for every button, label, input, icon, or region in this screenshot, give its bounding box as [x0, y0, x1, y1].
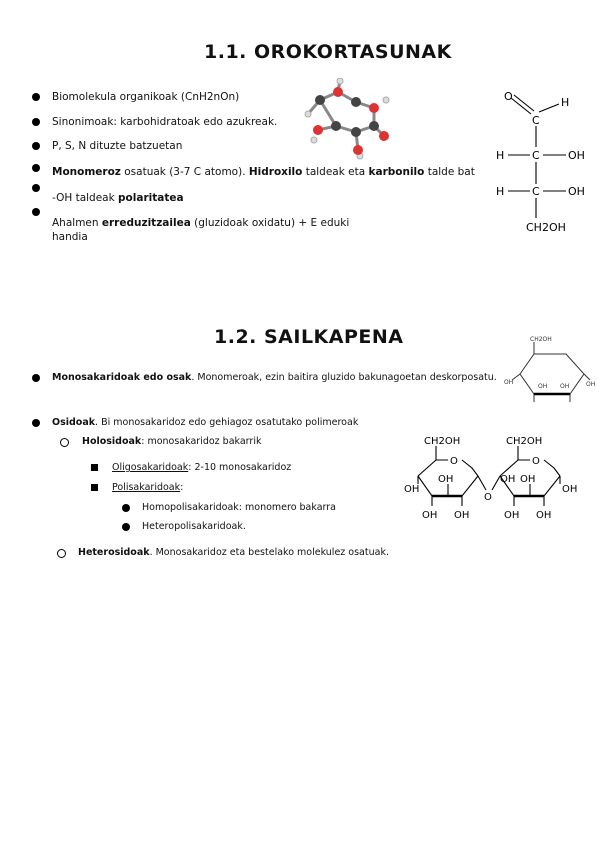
list-item: Polisakaridoak:	[112, 482, 184, 493]
oxygen-label: O	[504, 90, 513, 103]
bold-term: Monosakaridoak edo osak	[52, 372, 192, 383]
hydroxyl-label: OH	[538, 383, 548, 390]
hydroxyl-label: OH	[520, 474, 536, 485]
carbon-label: C	[532, 114, 540, 127]
list-item: Monomeroz osatuak (3-7 C atomo). Hidroxilo taldeak eta karbonilo talde bat	[52, 166, 475, 178]
list-item: Holosidoak: monosakaridoz bakarrik	[82, 436, 262, 447]
bullet-icon	[122, 523, 130, 531]
hydroxyl-label: OH	[536, 510, 552, 521]
hydroxyl-label: OH	[560, 383, 570, 390]
list-item: Homopolisakaridoak: monomero bakarra	[142, 502, 337, 513]
underlined-term: Polisakaridoak	[112, 482, 181, 493]
bold-term: Heterosidoak	[78, 547, 150, 558]
hydroxyl-label: OH	[404, 484, 420, 495]
glucose-3d-molecule-image	[300, 78, 392, 160]
hydroxyl-label: OH	[422, 510, 438, 521]
hydroxyl-label: OH	[504, 379, 514, 386]
square-bullet-icon	[91, 484, 98, 491]
hydroxyl-label: OH	[568, 149, 585, 162]
bullet-icon	[32, 419, 40, 427]
list-item: P, S, N dituzte batzuetan	[52, 140, 183, 152]
ch2oh-label: CH2OH	[424, 436, 461, 447]
hydrogen-label: H	[561, 96, 570, 109]
square-bullet-icon	[91, 464, 98, 471]
disaccharide-structure-diagram	[400, 434, 596, 526]
circle-bullet-icon	[60, 438, 69, 447]
ring-oxygen-label: O	[450, 456, 458, 467]
list-item: Heteropolisakaridoak.	[142, 521, 246, 532]
ch2oh-label: CH2OH	[530, 336, 552, 343]
hydrogen-label: H	[496, 149, 505, 162]
glyceraldehyde-structure-diagram	[488, 84, 600, 236]
section-title-orokortasunak: 1.1. OROKORTASUNAK	[204, 41, 452, 63]
ch2oh-label: CH2OH	[526, 221, 566, 234]
bold-term: Osidoak	[52, 417, 96, 428]
hydroxyl-label: OH	[438, 474, 454, 485]
underlined-term: Oligosakaridoak	[112, 462, 189, 473]
list-item: -OH taldeak polaritatea	[52, 192, 184, 204]
hydroxyl-label: OH	[562, 484, 578, 495]
carbon-label: C	[532, 185, 540, 198]
bold-term: karbonilo	[368, 166, 425, 178]
hydroxyl-label: OH	[568, 185, 585, 198]
list-item: Heterosidoak. Monosakaridoz eta bestelako molekulez osatuak.	[78, 547, 389, 558]
circle-bullet-icon	[57, 549, 66, 558]
bullet-icon	[32, 142, 40, 150]
bold-term: polaritatea	[118, 192, 184, 204]
pyranose-ring-diagram	[504, 334, 596, 408]
bold-term: Monomeroz	[52, 166, 121, 178]
bullet-icon	[32, 184, 40, 192]
carbon-label: C	[532, 149, 540, 162]
bullet-icon	[32, 374, 40, 382]
list-item: Biomolekula organikoak (CnH2nOn)	[52, 91, 240, 103]
hydroxyl-label: OH	[454, 510, 470, 521]
hydroxyl-label: OH	[500, 474, 516, 485]
ch2oh-label: CH2OH	[506, 436, 543, 447]
hydrogen-label: H	[496, 185, 505, 198]
bold-term: Holosidoak	[82, 436, 142, 447]
list-item: Sinonimoak: karbohidratoak edo azukreak.	[52, 116, 278, 128]
bullet-icon	[32, 208, 40, 216]
bullet-icon	[32, 93, 40, 101]
bullet-icon	[32, 118, 40, 126]
list-item: Ahalmen erreduzitzailea (gluzidoak oxidatu) + E eduki handia	[52, 217, 350, 243]
ring-oxygen-label: O	[532, 456, 540, 467]
list-item: Oligosakaridoak: 2-10 monosakaridoz	[112, 462, 292, 473]
list-item: Monosakaridoak edo osak. Monomeroak, ezin baitira gluzido bakunagoetan deskorposatu.	[52, 372, 497, 383]
glycosidic-oxygen-label: O	[484, 492, 492, 503]
hydroxyl-label: OH	[586, 381, 596, 388]
hydroxyl-label: OH	[504, 510, 520, 521]
bold-term: Hidroxilo	[248, 166, 303, 178]
section-title-sailkapena: 1.2. SAILKAPENA	[214, 326, 404, 348]
bullet-icon	[122, 504, 130, 512]
bold-term: erreduzitzailea	[101, 217, 191, 229]
bullet-icon	[32, 164, 40, 172]
list-item: Osidoak. Bi monosakaridoz edo gehiagoz osatutako polimeroak	[52, 417, 359, 428]
